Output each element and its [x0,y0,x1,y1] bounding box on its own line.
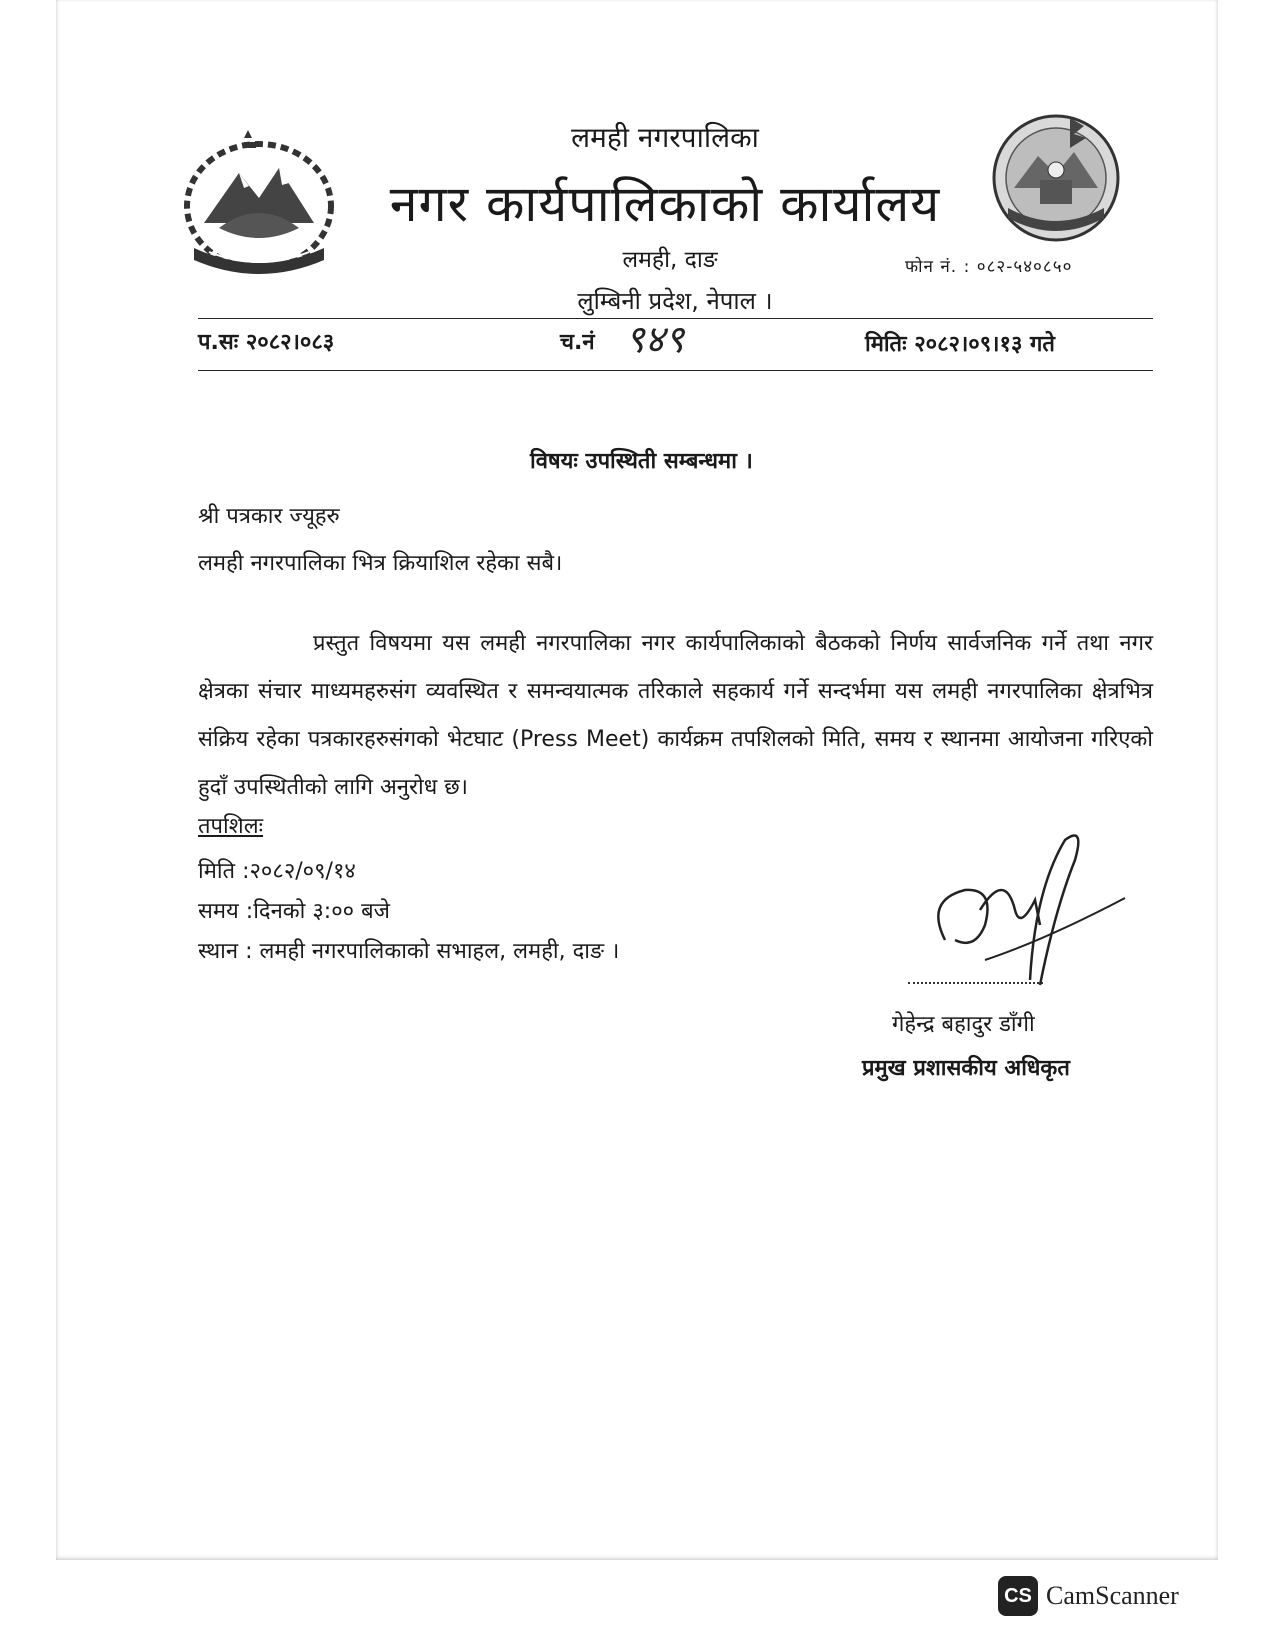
camscanner-watermark [998,1576,1179,1616]
office-title: नगर कार्यपालिकाको कार्यालय [389,175,941,233]
letter-date: मितिः २०८२।०९।१३ गते [865,332,1055,357]
header-divider-bottom [198,370,1153,371]
addressee-line-2: लमही नगरपालिका भित्र क्रियाशिल रहेका सबै। [198,551,563,576]
addressee-line-1: श्री पत्रकार ज्यूहरु [198,504,340,529]
letter-body: प्रस्तुत विषयमा यस लमही नगरपालिका नगर कार्यपालिकाको बैठकको निर्णय सार्वजनिक गर्ने तथा नगर क्षेत्रका संचार माध्यमहरुसंग व्यवस्थित र समन्वयात्मक तरिकाले सहकार्य गर्ने सन्दर्भमा यस लमही नगरपालिका क्षेत्रभित्र संक्रिय रहेका पत्रकारहरुसंगको भेटघाट (Press Meet) कार्यक्रम तपशिलको मिति, समय र स्थानमा आयोजना गरिएको हुदाँ उपस्थितीको लागि अनुरोध छ। [198,631,1153,800]
reference-number: प.सः २०८२।०८३ [198,330,335,355]
phone-number: फोन नं. : ०८२-५४०८५० [905,257,1073,277]
camscanner-text: CamScanner [1046,1581,1179,1610]
chalani-label: च.नं [560,330,595,355]
details-heading: तपशिलः [198,814,264,839]
address-line-1: लमही, दाङ [622,247,718,273]
municipality-logo-icon [978,108,1134,244]
event-date: मिति :२०८२/०९/१४ [198,859,356,884]
letter-subject: विषयः उपस्थिती सम्बन्धमा । [530,449,753,474]
camscanner-logo-icon: CS [998,1576,1038,1616]
municipality-name: लमही नगरपालिका [571,121,759,154]
event-time: समय :दिनको ३:०० बजे [198,899,390,924]
event-venue: स्थान : लमही नगरपालिकाको सभाहल, लमही, दाङ । [198,939,620,964]
nepal-emblem-icon [174,128,344,274]
signatory-title: प्रमुख प्रशासकीय अधिकृत [862,1056,1070,1081]
signature-line [908,982,1043,984]
handwritten-signature [925,830,1145,990]
signatory-name: गेहेन्द्र बहादुर डाँगी [892,1012,1035,1037]
chalani-number: ९४९ [625,317,685,361]
address-line-2: लुम्बिनी प्रदेश, नेपाल । [577,287,773,315]
